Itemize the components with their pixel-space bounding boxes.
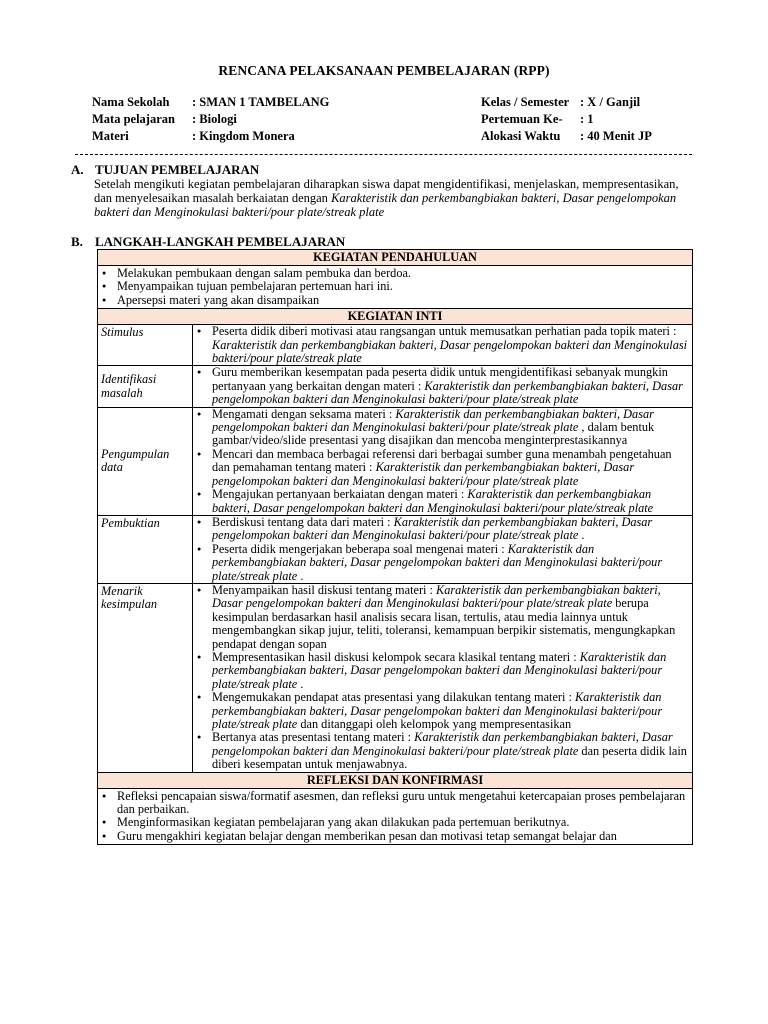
- pengumpulan-list: [193, 408, 689, 515]
- meeting-value: : 1: [580, 112, 594, 126]
- pendahuluan-item: ● Apersepsi materi yang akan disampaikan: [98, 294, 689, 307]
- kesimpulan-item-text: dan ditanggapi oleh kelompok yang mempresentasikan: [297, 717, 572, 731]
- identifikasi-list: [193, 366, 689, 406]
- pengumpulan-item: [193, 448, 689, 488]
- kesimpulan-content: [193, 583, 693, 772]
- identifikasi-item-text: Guru memberikan kesempatan pada peserta didik untuk mengidentifikasi sebanyak mungkin pertanyaan yang berkaitan dengan materi :: [212, 365, 668, 393]
- pendahuluan-list: [98, 267, 689, 307]
- kesimpulan-item-text: Mengemukakan pendapat atas presentasi yang dilakukan tentang materi :: [212, 690, 575, 705]
- document-title: RENCANA PELAKSANAAN PEMBELAJARAN (RPP): [218, 63, 550, 78]
- school-name-label: Nama Sekolah: [92, 95, 170, 109]
- topic-value: : Kingdom Monera: [192, 129, 295, 143]
- kesimpulan-item-text-italic: Karakteristik dan perkembangbiakan bakteri, Dasar pengelompokan bakteri dan Menginokulasi bakteri/pour plate/streak plate: [212, 582, 661, 611]
- pengumpulan-item-text: Mencari dan membaca berbagai referensi dari berbagai sumber guna menambah pengetahuan dan pemahaman tentang materi :: [212, 446, 672, 475]
- identifikasi-item-text-italic: Karakteristik dan perkembangbiakan bakteri, Dasar pengelompokan bakteri dan Menginokulasi bakteri/pour plate/streak plate: [212, 378, 683, 407]
- refleksi-content: [98, 788, 693, 845]
- time-allocation-label: Alokasi Waktu: [481, 129, 561, 143]
- refleksi-item: ● Menginformasikan kegiatan pembelajaran yang akan dilakukan pada pertemuan berikutnya.: [98, 816, 689, 829]
- pembuktian-list: [193, 516, 689, 583]
- learning-steps-table: [97, 249, 693, 845]
- stimulus-list: [193, 325, 689, 365]
- pembuktian-item-text: Berdiskusi tentang data dari materi :: [212, 514, 394, 529]
- pendahuluan-item: ● Melakukan pembukaan dengan salam pembuka dan berdoa.: [98, 267, 689, 280]
- refleksi-item: ● Refleksi pencapaian siswa/formatif asesmen, dan refleksi guru untuk mengetahui ketercapaian proses pembelajaran dan perbaikan.: [98, 790, 689, 817]
- class-semester-value: : X / Ganjil: [580, 95, 641, 109]
- school-name-value: : SMAN 1 TAMBELANG: [192, 95, 330, 109]
- section-a-letter: A.: [71, 162, 84, 177]
- pembuktian-content: [193, 515, 693, 583]
- identifikasi-item: [193, 366, 689, 406]
- pembuktian-item-text-italic: Karakteristik dan perkembangbiakan bakteri, Dasar pengelompokan bakteri dan Menginokulasi bakteri/pour plate/streak plate: [212, 514, 653, 543]
- kesimpulan-item: [193, 731, 689, 771]
- kesimpulan-item: [193, 651, 689, 691]
- section-a-title: TUJUAN PEMBELAJARAN: [95, 162, 260, 177]
- section-b-title: LANGKAH-LANGKAH PEMBELAJARAN: [95, 234, 346, 249]
- school-info-right: [481, 94, 691, 146]
- kesimpulan-item-text: dan peserta didik lain diberi kesempatan untuk menjawabnya.: [212, 743, 687, 772]
- stimulus-content: [193, 325, 693, 366]
- topic-label: Materi: [92, 129, 129, 143]
- pengumpulan-item-text: , dalam bentuk gambar/video/slide presentasi yang disajikan dan mencoba menginterprestasikannya: [212, 420, 655, 448]
- kesimpulan-item-text-italic: Karakteristik dan perkembangbiakan bakteri, Dasar pengelompokan bakteri dan Menginokulasi bakteri/pour plate/streak plate: [212, 730, 673, 758]
- learning-objective-text: [94, 177, 694, 219]
- pembuktian-item-text: .: [578, 528, 585, 543]
- kesimpulan-item-text: Menyampaikan hasil diskusi tentang materi :: [212, 582, 437, 597]
- objective-text-plain: Setelah mengikuti kegiatan pembelajaran diharapkan siswa dapat mengidentifikasi, menjelaskan, mempresentasikan, dan menyelesaikan masalah berkaiatan dengan: [94, 177, 679, 205]
- inti-header: KEGIATAN INTI: [98, 309, 693, 325]
- kesimpulan-list: [193, 584, 689, 772]
- kesimpulan-row: [98, 583, 693, 772]
- meeting-label: Pertemuan Ke-: [481, 112, 563, 126]
- pengumpulan-item-text-italic: Karakteristik dan perkembangbiakan bakteri, Dasar pengelompokan bakteri dan Menginokulasi bakteri/pour plate/streak plate: [212, 487, 654, 515]
- pembuktian-row: [98, 515, 693, 583]
- kesimpulan-item: [193, 584, 689, 651]
- stimulus-item: [193, 325, 689, 365]
- kesimpulan-label: Menarik kesimpulan: [98, 583, 193, 772]
- pengumpulan-item: [193, 408, 689, 448]
- pengumpulan-content: [193, 407, 693, 515]
- stimulus-label: Stimulus: [98, 325, 193, 366]
- pembuktian-item-text: Peserta didik mengerjakan beberapa soal mengenai materi :: [212, 541, 508, 556]
- subject-label: Mata pelajaran: [92, 112, 175, 126]
- time-allocation-value: : 40 Menit JP: [580, 129, 652, 143]
- pengumpulan-item-text: Mengamati dengan seksama materi :: [212, 406, 396, 421]
- section-b-heading: [71, 234, 471, 250]
- pembuktian-item-text: .: [297, 568, 304, 583]
- stimulus-row: [98, 325, 693, 366]
- section-a-heading: [71, 162, 471, 178]
- kesimpulan-item-text: berupa kesimpulan berdasarkan hasil analisis secara lisan, tertulis, atau media lainnya untuk mengembangkan sikap jujur, teliti, toleransi, kemampuan berpikir sistematis, mengungkapkan pendapat dengan sopan: [212, 596, 676, 651]
- stimulus-item-text: Peserta didik diberi motivasi atau rangsangan untuk memusatkan perhatian pada topik materi :: [212, 324, 677, 339]
- subject-value: : Biologi: [192, 112, 237, 126]
- pembuktian-item: [193, 543, 689, 583]
- refleksi-list: [98, 790, 689, 844]
- school-info-left: [92, 94, 392, 146]
- pendahuluan-content: [98, 266, 693, 309]
- pendahuluan-item: ● Menyampaikan tujuan pembelajaran pertemuan hari ini.: [98, 280, 689, 293]
- pembuktian-item-text-italic: Karakteristik dan perkembangbiakan bakteri, Dasar pengelompokan bakteri dan Menginokulasi bakteri/pour plate/streak plate: [212, 541, 663, 583]
- dashed-divider: [75, 154, 692, 155]
- pendahuluan-header: KEGIATAN PENDAHULUAN: [98, 250, 693, 266]
- pembuktian-label: Pembuktian: [98, 515, 193, 583]
- refleksi-header: REFLEKSI DAN KONFIRMASI: [98, 772, 693, 788]
- pengumpulan-label: Pengumpulan data: [98, 407, 193, 515]
- kesimpulan-item-text: .: [297, 676, 304, 691]
- pengumpulan-row: [98, 407, 693, 515]
- kesimpulan-item-text: Bertanya atas presentasi tentang materi :: [212, 730, 415, 745]
- objective-text-italic: Karakteristik dan perkembangbiakan bakteri, Dasar pengelompokan bakteri dan Menginokulasi bakteri/pour plate/streak plate: [94, 191, 677, 219]
- pengumpulan-item-text-italic: Karakteristik dan perkembangbiakan bakteri, Dasar pengelompokan bakteri dan Menginokulasi bakteri/pour plate/streak plate: [212, 460, 635, 488]
- section-b-letter: B.: [71, 234, 83, 249]
- kesimpulan-item-text-italic: Karakteristik dan perkembangbiakan bakteri, Dasar pengelompokan bakteri dan Menginokulasi bakteri/pour plate/streak plate: [212, 690, 663, 731]
- identifikasi-content: [193, 366, 693, 407]
- pengumpulan-item-text: Mengajukan pertanyaan berkaiatan dengan materi :: [212, 487, 468, 502]
- kesimpulan-item-text-italic: Karakteristik dan perkembangbiakan bakteri, Dasar pengelompokan bakteri dan Menginokulasi bakteri/pour plate/streak plate: [212, 649, 667, 691]
- refleksi-item: ● Guru mengakhiri kegiatan belajar dengan memberikan pesan dan motivasi tetap semangat belajar dan: [98, 830, 689, 843]
- pengumpulan-item-text-italic: Karakteristik dan perkembangbiakan bakteri, Dasar pengelompokan bakteri dan Menginokulasi bakteri/pour plate/streak plate: [212, 406, 654, 435]
- pembuktian-item: [193, 516, 689, 543]
- identifikasi-row: [98, 366, 693, 407]
- pengumpulan-item: [193, 488, 689, 515]
- kesimpulan-item: [193, 691, 689, 731]
- kesimpulan-item-text: Mempresentasikan hasil diskusi kelompok secara klasikal tentang materi :: [212, 649, 580, 664]
- identifikasi-label: Identifikasi masalah: [98, 366, 193, 407]
- stimulus-item-text-italic: Karakteristik dan perkembangbiakan bakteri, Dasar pengelompokan bakteri dan Menginokulasi bakteri/pour plate/streak plate: [212, 337, 688, 366]
- class-semester-label: Kelas / Semester: [481, 95, 570, 109]
